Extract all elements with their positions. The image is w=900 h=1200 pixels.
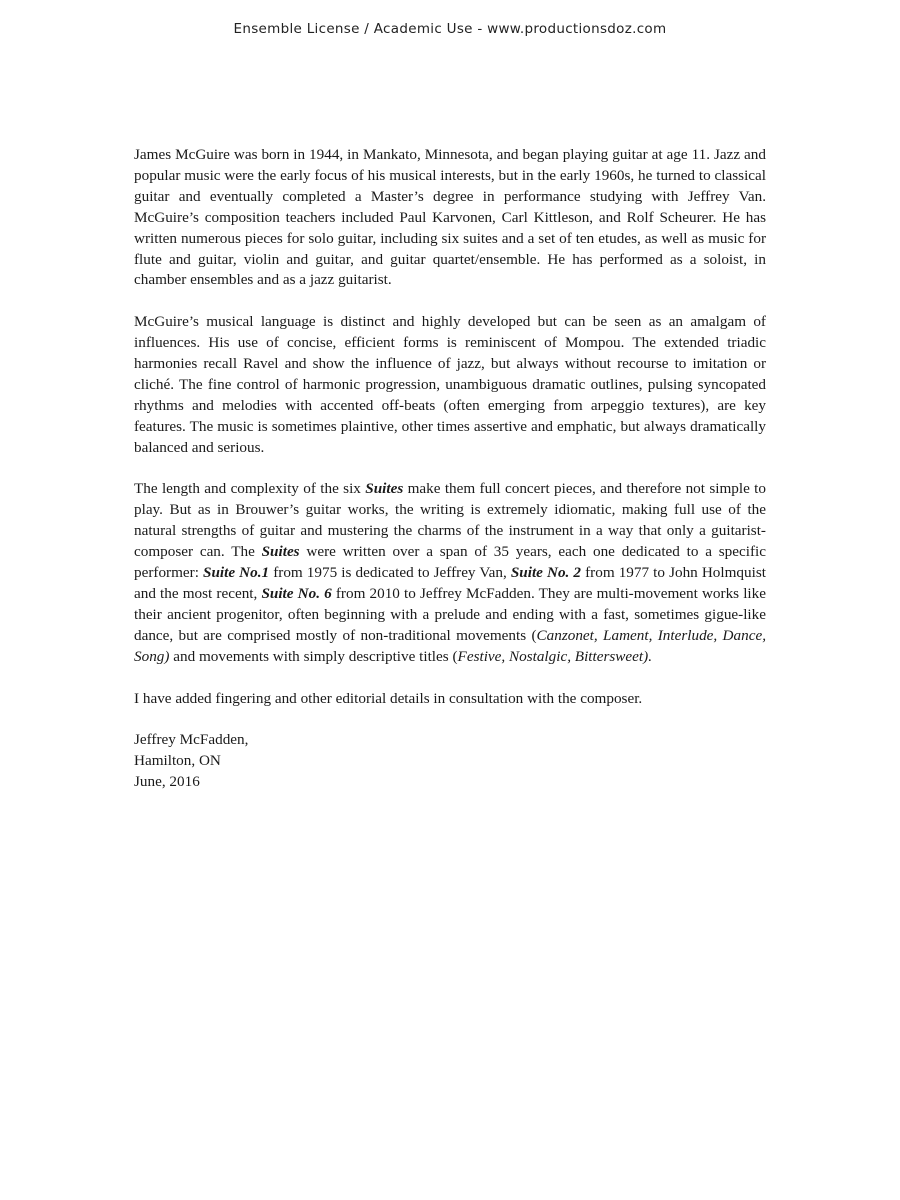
paragraph-editorial-note: I have added fingering and other editorial details in consultation with the composer. — [134, 689, 643, 707]
document-body — [134, 145, 766, 793]
work-title: Suites — [261, 543, 300, 561]
paragraph-suites — [134, 479, 766, 667]
text-span: from 1977 to John Holmquist and the most recent, — [134, 564, 766, 602]
signature-block — [134, 730, 766, 793]
text-span: from 1975 is dedicated to Jeffrey Van, — [269, 564, 511, 582]
signature-date: June, 2016 — [134, 773, 200, 791]
paragraph-biography: James McGuire was born in 1944, in Mankato, Minnesota, and began playing guitar at age 11. Jazz and popular music were the early focus of his musical interests, but in the early 1960s, he turned to classical guitar and eventually completed a Master’s degree in performance studying with Jeffrey Van. McGuire’s composition teachers included Paul Karvonen, Carl Kittleson, and Rolf Scheurer. He has written numerous pieces for solo guitar, including six suites and a set of ten etudes, as well as music for flute and guitar, violin and guitar, and guitar quartet/ensemble. He has performed as a soloist, in chamber ensembles and as a jazz guitarist. — [134, 146, 766, 289]
text-span: The length and complexity of the six — [134, 480, 366, 498]
work-title: Suite No. 6 — [261, 585, 332, 602]
movement-list: Festive, Nostalgic, Bittersweet). — [457, 647, 652, 665]
movement-list: Canzonet, Lament, Interlude, Dance, Song) — [134, 626, 766, 665]
work-title: Suite No.1 — [203, 564, 270, 582]
signature-place: Hamilton, ON — [134, 752, 221, 770]
text-span: make them full concert pieces, and therefore not simple to play. But as in Brouwer’s guitar works, the writing is extremely idiomatic, making full use of the natural strengths of guitar and mustering the charms of the instrument in a way that only a guitarist-composer can. The — [134, 480, 766, 561]
work-title: Suites — [365, 480, 404, 498]
text-span: were written over a span of 35 years, each one dedicated to a specific performer: — [134, 543, 766, 582]
work-title: Suite No. 2 — [510, 564, 582, 582]
signature-name: Jeffrey McFadden, — [134, 731, 249, 749]
license-header: Ensemble License / Academic Use - www.productionsdoz.com — [233, 21, 667, 37]
text-span: and movements with simply descriptive titles ( — [169, 647, 458, 665]
paragraph-musical-language: McGuire’s musical language is distinct and highly developed but can be seen as an amalgam of influences. His use of concise, efficient forms is reminiscent of Mompou. The extended triadic harmonies recall Ravel and show the influence of jazz, but always without recourse to imitation or cliché. The fine control of harmonic progression, unambiguous dramatic outlines, pulsing syncopated rhythms and melodies with accented off-beats (often emerging from arpeggio textures), are key features. The music is sometimes plaintive, other times assertive and emphatic, but always dramatically balanced and serious. — [134, 313, 766, 456]
text-span: from 2010 to Jeffrey McFadden. They are multi-movement works like their ancient progenitor, often beginning with a prelude and ending with a fast, sometimes gigue-like dance, but are comprised mostly of non-traditional movements ( — [134, 585, 766, 644]
